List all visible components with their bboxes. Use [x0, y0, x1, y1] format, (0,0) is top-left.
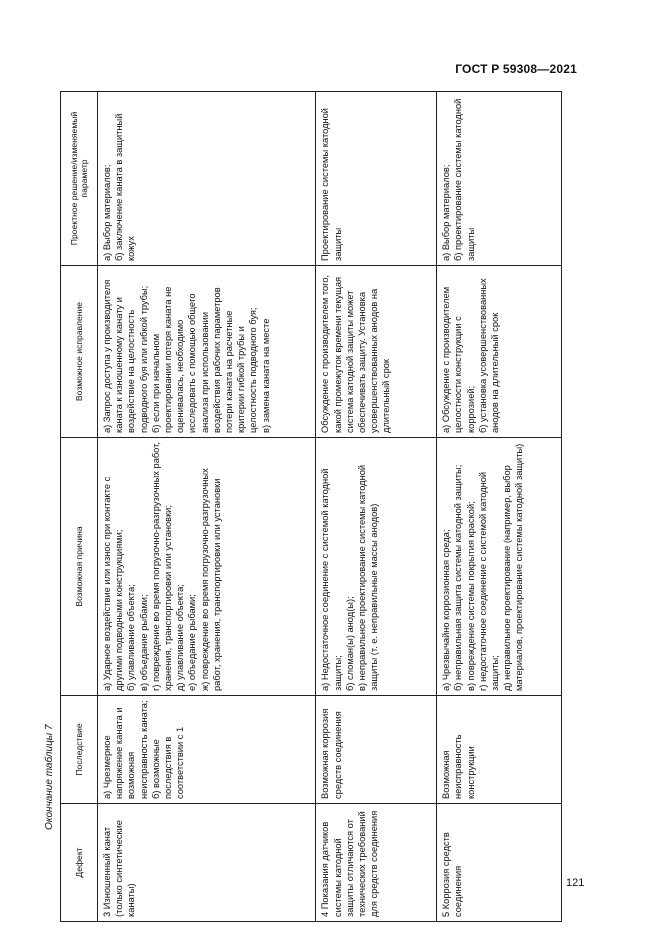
cause-item: б) неправильная защита системы катодной защиты; — [453, 464, 464, 691]
design-item: а) Выбор материалов; — [441, 164, 452, 261]
cell-fix — [437, 266, 562, 438]
cause-item: б) улавливание объекта; — [126, 584, 137, 691]
fix-item: Обсуждение с производителем того, какой промежуток времени текущая система катодной защиты может обеспечивать защиту. Установка усовершенствованных анодов на длительный срок — [320, 274, 392, 433]
cause-item: д) неправильное проектирование (например, выбор материалов, проектирование системы катодной защиты) — [502, 443, 525, 691]
cause-item: г) недостаточное соединение с системой катодной защиты; — [477, 471, 500, 691]
fix-item: б) установка усовершенствованных анодов на длительный срок — [477, 278, 500, 433]
table-row — [316, 92, 437, 922]
cell-defect — [316, 804, 437, 922]
cause-item: ж) повреждение во время погрузочно-разгрузочных работ, хранения, транспортировки или установки — [199, 468, 222, 691]
cell-defect — [98, 804, 316, 922]
cause-item: а) Недостаточное соединение с системой катодной защиты; — [320, 468, 343, 691]
table-continuation-caption: Окончание таблицы 7 — [44, 724, 55, 830]
design-item: б) проектирование системы катодной защиты — [453, 98, 476, 261]
consequence-item: Возможная коррозия средств соединения — [320, 708, 343, 799]
cause-item: е) объедание рыбами; — [187, 594, 198, 691]
consequence-item: а) Чрезмерное напряжение каната и возможная неисправность каната; — [102, 700, 149, 799]
cause-item: в) повреждение системы покрытия краской; — [465, 501, 476, 691]
cause-item: б) сломан(ы) анод(ы); — [344, 596, 355, 691]
cell-cause — [437, 438, 562, 696]
column-header-design: Проектное решение/изменяемый параметр — [61, 92, 98, 266]
defects-table — [60, 91, 562, 922]
cell-design — [316, 92, 437, 266]
cell-design — [98, 92, 316, 266]
document-header: ГОСТ Р 59308—2021 — [455, 62, 577, 76]
cell-cause — [316, 438, 437, 696]
defect-text: 5 Коррозия средств соединения — [441, 832, 464, 917]
column-header-fix: Возможное исправление — [61, 266, 98, 438]
cell-fix — [98, 266, 316, 438]
cell-consequence — [316, 696, 437, 804]
cell-consequence — [437, 696, 562, 804]
fix-item: б) если при начальном проектировании потеря каната не оценивалась, необходимо исследовать с помощью общего анализа при использовании воздействия рабочих параметров потери каната на расчетные критерии гибкой трубы и целостность подводного буя; — [150, 286, 259, 433]
table-row — [437, 92, 562, 922]
cause-item: г) повреждение во время погрузочно-разгрузочных работ, хранения, транспортировки или установки; — [150, 442, 174, 691]
cell-fix — [316, 266, 437, 438]
cell-design — [437, 92, 562, 266]
design-item: Проектирование системы катодной защиты — [320, 108, 343, 261]
column-header-cause: Возможная причина — [61, 438, 98, 696]
consequence-item: б) возможные последствия в соответствии с 1 — [150, 726, 186, 799]
cause-item: а) Ударное воздействие или износ при контакте с другими подводными конструкциями; — [102, 476, 125, 691]
fix-item: а) Запрос доступа у производителя каната к изношенному канату и воздействие на целостность подводного буя или гибкой трубы; — [102, 279, 149, 433]
cell-consequence — [98, 696, 316, 804]
cause-item: в) объедание рыбами; — [138, 594, 149, 691]
defect-text: 4 Показания датчиков системы катодной защиты отличаются от технических требований для средств соединения — [320, 810, 380, 917]
design-item: б) заключение каната в защитный кожух — [114, 113, 137, 261]
table-row — [98, 92, 316, 922]
cell-cause — [98, 438, 316, 696]
column-header-defect: Дефект — [61, 804, 98, 922]
design-item: а) Выбор материалов; — [102, 164, 112, 261]
fix-item: в) замена каната на месте — [260, 318, 271, 433]
cell-defect — [437, 804, 562, 922]
column-header-consequence: Последствие — [61, 696, 98, 804]
rotated-table-container — [60, 92, 562, 922]
page-number: 121 — [566, 877, 585, 889]
defect-text: 3 Изношенный канат (только синтетические канаты) — [102, 820, 137, 917]
cause-item: д) улавливание объекта; — [175, 584, 186, 691]
cause-item: в) неправильное проектирование системы катодной защиты (т. е. неправильные массы анодов) — [357, 464, 380, 691]
table-header-row — [61, 92, 98, 922]
fix-item: а) Обсуждение с производителем целостности конструкции с коррозией; — [441, 286, 476, 433]
consequence-item: Возможная неисправность конструкции — [441, 734, 476, 799]
cause-item: а) Чрезвычайно коррозионная среда; — [441, 529, 452, 691]
